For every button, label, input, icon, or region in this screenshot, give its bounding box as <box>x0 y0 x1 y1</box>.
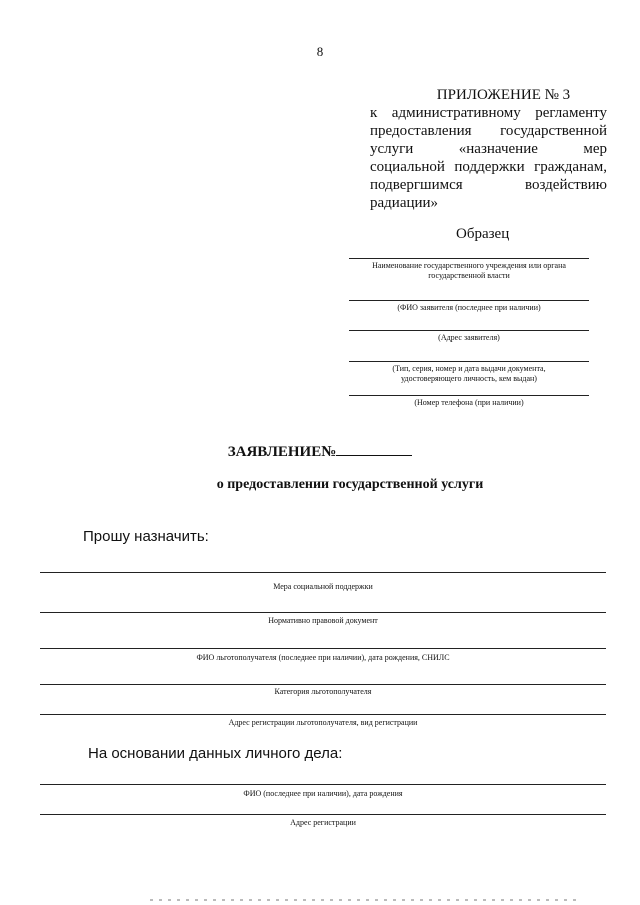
id-document-caption: (Тип, серия, номер и дата выдачи документа, <box>392 364 546 373</box>
scan-artifact <box>150 899 580 901</box>
appendix-line: к административному регламенту <box>370 105 607 121</box>
application-subtitle: о предоставлении государственной услуги <box>216 477 484 492</box>
applicant-fio-caption: (ФИО заявителя (последнее при наличии) <box>397 303 541 312</box>
beneficiary-category-caption: Категория льготополучателя <box>274 687 372 696</box>
legal-document-caption: Нормативно правовой документ <box>268 616 378 625</box>
beneficiary-fio-line <box>40 648 606 649</box>
personal-file-fio-line <box>40 784 606 785</box>
request-label: Прошу назначить: <box>83 528 209 545</box>
applicant-address-line <box>349 330 589 331</box>
basis-label: На основании данных личного дела: <box>88 745 343 762</box>
org-name-caption: государственной власти <box>428 271 510 280</box>
appendix-line: социальной поддержки гражданам, <box>370 159 607 175</box>
legal-document-line <box>40 612 606 613</box>
phone-caption: (Номер телефона (при наличии) <box>414 398 524 407</box>
appendix-line: предоставления государственной <box>370 123 607 139</box>
personal-file-address-caption: Адрес регистрации <box>290 818 356 827</box>
appendix-header <box>370 86 607 212</box>
personal-file-fio-caption: ФИО (последнее при наличии), дата рождения <box>243 789 403 798</box>
page-number: 8 <box>316 44 324 59</box>
personal-file-address-line <box>40 814 606 815</box>
appendix-line: услуги «назначение мер <box>370 141 607 157</box>
support-measure-line <box>40 572 606 573</box>
beneficiary-fio-caption: ФИО льготополучателя (последнее при наличии), дата рождения, СНИЛС <box>196 653 450 662</box>
applicant-address-caption: (Адрес заявителя) <box>438 333 500 342</box>
id-document-caption: удостоверяющего личность, кем выдан) <box>401 374 537 383</box>
appendix-line: радиации» <box>370 195 439 211</box>
org-name-line <box>349 258 589 259</box>
org-name-caption: Наименование государственного учреждения или органа <box>372 261 566 270</box>
support-measure-caption: Мера социальной поддержки <box>273 582 373 591</box>
beneficiary-address-line <box>40 714 606 715</box>
application-title <box>0 443 640 461</box>
application-title-text: ЗАЯВЛЕНИЕ№ <box>227 444 337 460</box>
beneficiary-category-line <box>40 684 606 685</box>
application-number-blank <box>336 443 412 456</box>
applicant-fio-line <box>349 300 589 301</box>
appendix-line: подвергшимся воздействию <box>370 177 607 193</box>
id-document-line <box>349 361 589 362</box>
phone-line <box>349 395 589 396</box>
appendix-title: ПРИЛОЖЕНИЕ № 3 <box>436 87 571 103</box>
beneficiary-address-caption: Адрес регистрации льготополучателя, вид регистрации <box>228 718 418 727</box>
sample-label: Образец <box>456 226 510 242</box>
